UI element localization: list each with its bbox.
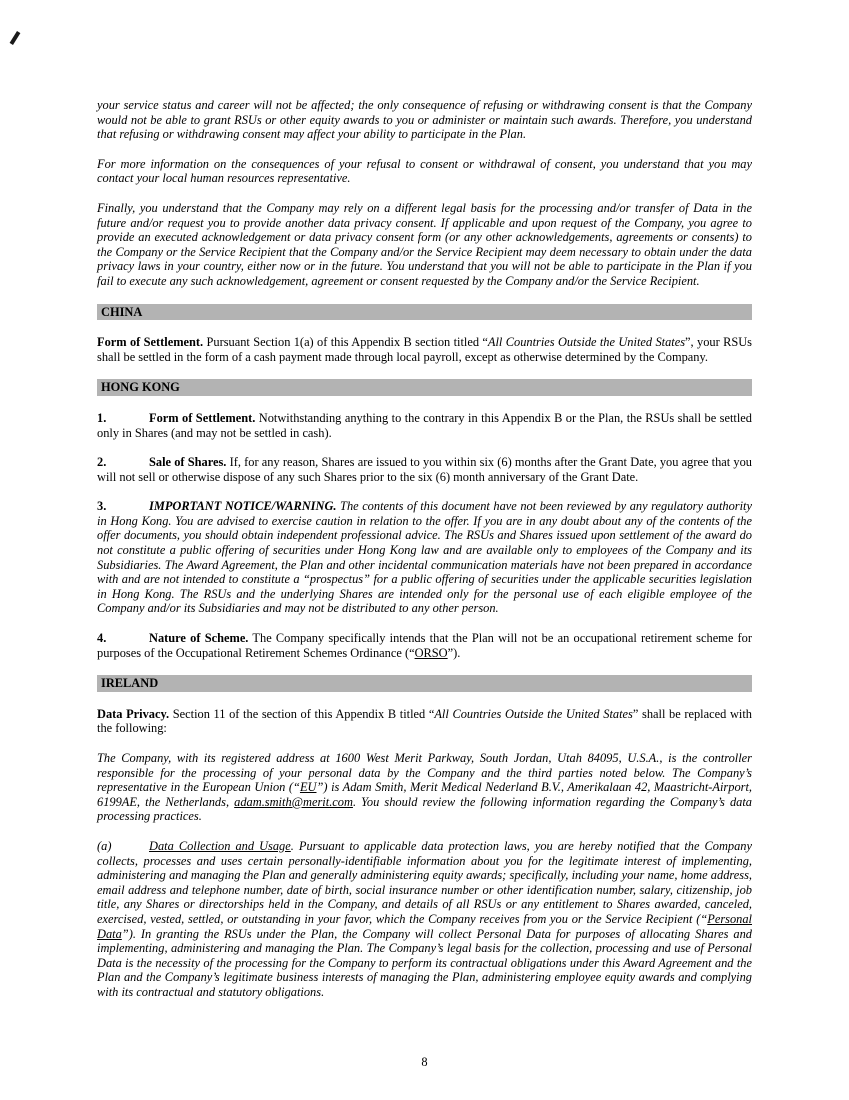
text-run: ”). — [447, 645, 461, 660]
text-run: . Pursuant to applicable data protection laws, you are hereby notified that the Company collects, processes and uses certain personally-identifiable information about you for the legitimate interest of implementing, administering and managing the Plan and generally administering equity awards; specifically, including your name, home address, email address and telephone number, date of birth, social insurance number or other identification number, salary, citizenship, job title, any Shares or directorships held in the Company, and details of all RSUs or any entitlement to Shares awarded, canceled, exercised, vested, settled, or outstanding in your favor, which the Company receives from you or the Service Recipient (“ — [97, 838, 752, 926]
paragraph-hk-nature-of-scheme — [97, 631, 752, 660]
text-run: your service status and career will not be affected; the only consequence of refusing or withdrawing consent is that the Company would not be able to grant RSUs or other equity awards to you or administer or maintain such awards. Therefore, you understand that refusing or withdrawing consent may affect your ability to participate in the Plan. — [97, 98, 752, 142]
text-run: Section 11 of the section of this Appendix B titled “ — [169, 706, 435, 721]
text-run: Data Collection and Usage — [149, 838, 291, 853]
text-run: The Company specifically intends that the Plan will not be an occupational retirement scheme for purposes of the Occupational Retirement Schemes Ordinance (“ — [97, 631, 752, 660]
text-run: (a) — [97, 838, 112, 853]
text-run: ”, your RSUs shall be settled in the form of a cash payment made through local payroll, except as otherwise determined by the Company. — [97, 335, 752, 364]
text-run: 3. — [97, 499, 107, 514]
paragraph-hk-important-notice-warning — [97, 499, 752, 616]
text-run: 4. — [97, 631, 107, 646]
text-run: Form of Settlement. — [149, 410, 256, 425]
text-run: Nature of Scheme. — [149, 631, 249, 646]
text-run: Sale of Shares. — [149, 455, 227, 470]
text-run: For more information on the consequences of your refusal to consent or withdrawal of consent, you understand that you may contact your local human resources representative. — [97, 156, 752, 186]
text-run: adam.smith@merit.com — [234, 794, 353, 809]
text-run: Finally, you understand that the Company may rely on a different legal basis for the processing and/or transfer of Data in the future and/or request you to provide another data privacy consent. If applicable and upon request of the Company, you agree to provide an executed acknowledgement or data privacy consent form (or any other acknowledgements, agreements or consents) to the Company or the Service Recipient that the Company and/or the Service Recipient may deem necessary to obtain under the data privacy laws in your country, either now or in the future. You understand that you will not be able to participate in the Plan if you fail to execute any such acknowledgement, agreement or consent requested by the Company and/or the Service Recipient. — [97, 200, 752, 288]
paragraph-consent-withdrawal-consequence — [97, 98, 752, 142]
page-number: 8 — [421, 1055, 428, 1070]
text-run: If, for any reason, Shares are issued to you within six (6) months after the Grant Date, you agree that you will not sell or otherwise dispose of any such Shares prior to the six (6) month anniversary of the Grant Date. — [97, 455, 753, 484]
scan-artifact-mark — [8, 30, 22, 46]
text-run: Data Privacy. — [97, 706, 170, 721]
text-run: IMPORTANT NOTICE/WARNING. — [149, 499, 337, 514]
paragraph-hr-contact — [97, 157, 752, 186]
paragraph-hk-form-of-settlement — [97, 411, 752, 440]
text-run: The contents of this document have not been reviewed by any regulatory authority in Hong Kong. You are advised to exercise caution in relation to the offer. If you are in any doubt about any of the contents of the offer documents, you should obtain independent professional advice. The RSUs and Shares issued upon settlement of the award do not constitute a public offering of securities under Hong Kong law and are available only to employees of the Company and its Subsidiaries. The Award Agreement, the Plan and other incidental communication materials have not been prepared in accordance with and are not intended to constitute a “prospectus” for a public offering of securities under the applicable securities legislation in Hong Kong. The RSUs and the underlying Shares are intended only for the personal use of each eligible employee of the Company and/or its Subsidiaries and may not be distributed to any other person. — [97, 499, 752, 616]
text-run: The Company, with its registered address at 1600 West Merit Parkway, South Jordan, Utah 84095, U.S.A., is the controller responsible for the processing of your personal data by the Company and the third parties noted below. The Company’s representative in the European Union (“ — [97, 751, 752, 795]
paragraph-china-form-of-settlement — [97, 335, 752, 364]
text-run: ORSO — [414, 645, 448, 660]
text-run: ”) is Adam Smith, Merit Medical Nederland B.V., Amerikalaan 42, Maastricht-Airport, 6199AE, the Netherlands, — [97, 780, 753, 809]
paragraph-ireland-data-privacy-intro — [97, 707, 752, 736]
text-run: Notwithstanding anything to the contrary in this Appendix B or the Plan, the RSUs shall be settled only in Shares (and may not be settled in cash). — [97, 410, 752, 440]
text-run: All Countries Outside the United States — [487, 335, 686, 350]
section-header-hong-kong: HONG KONG — [97, 379, 752, 396]
text-run: ” shall be replaced with the following: — [97, 706, 752, 736]
section-header-china: CHINA — [97, 304, 752, 321]
section-header-ireland: IRELAND — [97, 675, 752, 692]
paragraph-ireland-data-collection-usage — [97, 839, 752, 1000]
paragraph-hk-sale-of-shares — [97, 455, 752, 484]
text-run: Personal Data — [97, 911, 752, 941]
text-run: 2. — [97, 455, 107, 470]
paragraph-ireland-controller-info — [97, 751, 752, 824]
text-run: ”). In granting the RSUs under the Plan, the Company will collect Personal Data for purposes of allocating Shares and implementing, administering and managing the Plan. The Company’s legal basis for the collection, processing and use of Personal Data is the necessity of the processing for the Company to perform its contractual obligations under this Award Agreement and the Plan and the Company’s legitimate business interests of managing the Plan, administering employee equity awards and complying with its contractual and statutory obligations. — [97, 926, 752, 999]
paragraph-legal-basis — [97, 201, 752, 289]
text-run: EU — [299, 780, 317, 795]
text-run: Form of Settlement. — [97, 335, 204, 350]
text-run: All Countries Outside the United States — [434, 706, 633, 721]
text-run: Pursuant Section 1(a) of this Appendix B section titled “ — [203, 335, 488, 350]
text-run: 1. — [97, 410, 107, 425]
text-run: . You should review the following information regarding the Company’s data processing practices. — [97, 794, 752, 824]
